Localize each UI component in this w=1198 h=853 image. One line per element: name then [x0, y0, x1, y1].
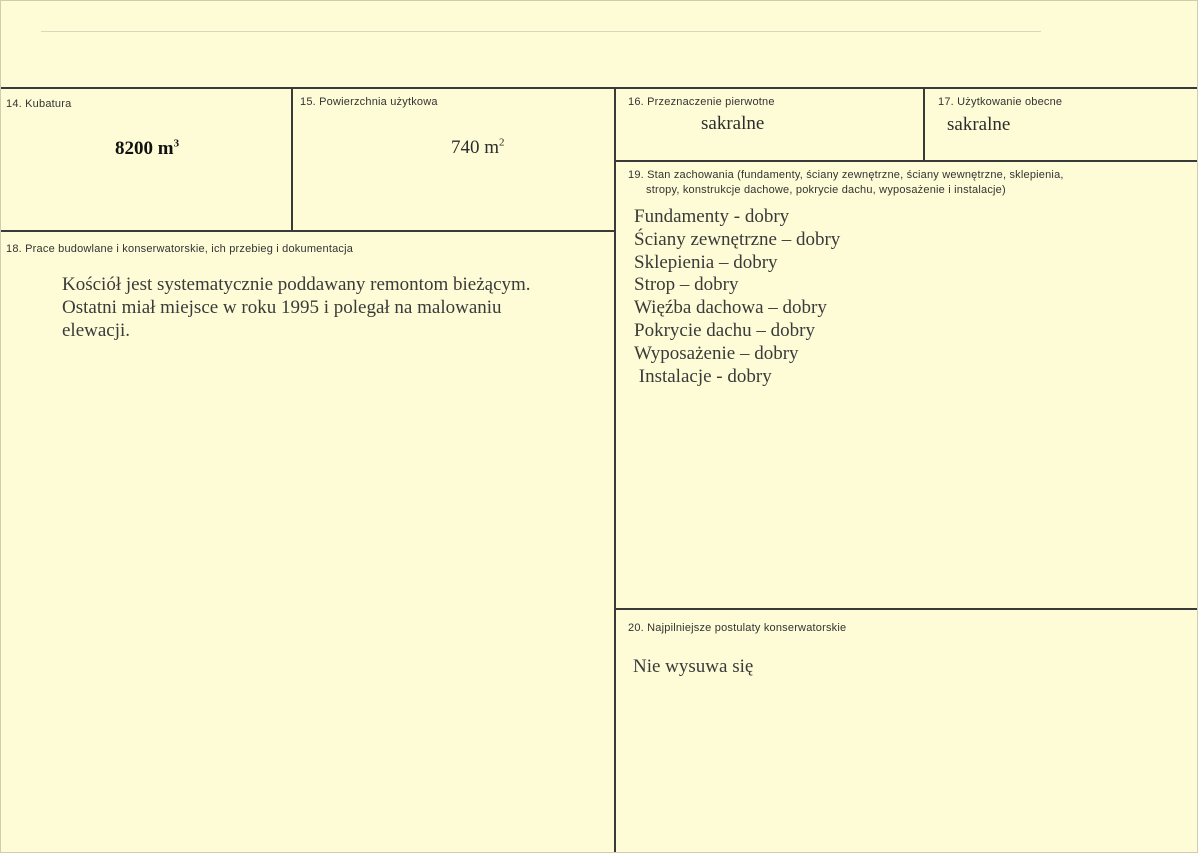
stan-label-line2: stropy, konstrukcje dachowe, pokrycie dachu, wyposażenie i instalacje) — [646, 184, 1006, 196]
postulaty-label: 20. Najpilniejsze postulaty konserwatorskie — [628, 622, 847, 634]
postulaty-value: Nie wysuwa się — [633, 656, 754, 677]
list-item: Instalacje - dobry — [634, 365, 772, 387]
prace-line: Ostatni miał miejsce w roku 1995 i polegał na malowaniu — [62, 297, 502, 318]
list-item: Sklepienia – dobry — [634, 251, 778, 273]
powierzchnia-value: 740 $m^2$ — [451, 136, 505, 158]
rule-v-2 — [614, 88, 616, 852]
powierzchnia-label: 15. Powierzchnia użytkowa — [300, 96, 438, 108]
przeznaczenie-value: sakralne — [701, 113, 765, 134]
kubatura-exponent: 3 — [173, 137, 180, 150]
prace-line: elewacji. — [62, 320, 131, 341]
uzytkowanie-label: 17. Użytkowanie obecne — [938, 96, 1063, 108]
kubatura-label: 14. Kubatura — [6, 98, 72, 110]
list-item: Ściany zewnętrzne – dobry — [634, 228, 841, 250]
rule-lower-right — [615, 608, 1197, 610]
list-item: Fundamenty - dobry — [634, 206, 790, 227]
list-item: Wyposażenie – dobry — [634, 342, 799, 364]
rule-mid-right — [615, 160, 1197, 162]
prace-label: 18. Prace budowlane i konserwatorskie, ich przebieg i dokumentacja — [6, 243, 354, 255]
przeznaczenie-label: 16. Przeznaczenie pierwotne — [628, 96, 775, 108]
prace-line: Kościół jest systematycznie poddawany remontom bieżącym. — [62, 274, 531, 295]
list-item: Strop – dobry — [634, 274, 739, 296]
kubatura-value: 8200 $m^3$ — [115, 137, 180, 159]
prace-text — [62, 273, 531, 342]
rule-v-1 — [291, 88, 293, 231]
uzytkowanie-value: sakralne — [947, 114, 1011, 135]
rule-v-3 — [923, 88, 925, 161]
stan-list — [634, 206, 840, 388]
list-item: Więźba dachowa – dobry — [634, 297, 827, 319]
rule-mid-left — [1, 230, 616, 232]
stan-label-line1: 19. Stan zachowania (fundamenty, ściany zewnętrzne, ściany wewnętrzne, sklepienia, — [628, 169, 1064, 181]
rule-top — [1, 87, 1197, 89]
faint-top-line — [41, 31, 1041, 32]
powierzchnia-exponent: 2 — [499, 136, 505, 149]
list-item: Pokrycie dachu – dobry — [634, 319, 815, 341]
